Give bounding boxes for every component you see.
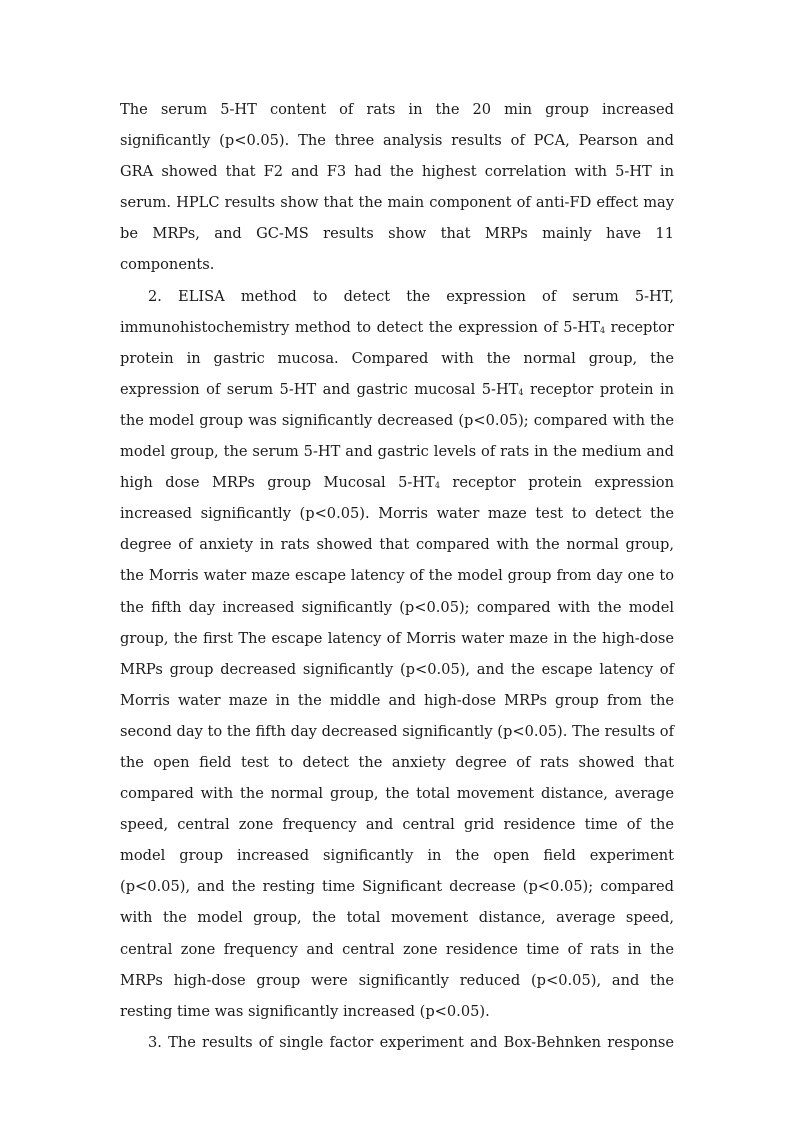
text-segment: receptor protein in the model group was significantly decreased (p<0.05); compared with the model group, the serum 5-HT and gastric levels of rats in the medium and high dose MRPs group Mucosal 5-HT [120, 380, 675, 492]
paragraph-elisa-results [120, 281, 674, 1027]
subscript: 4 [599, 325, 606, 335]
paragraph-single-factor: 3. The results of single factor experiment and Box-Behnken response [148, 1033, 674, 1051]
text-segment: 2. ELISA method to detect the expression of serum 5-HT, immunohistochemistry method to detect the expression of 5-HT [120, 287, 674, 336]
paragraph-results-summary: The serum 5-HT content of rats in the 20 min group increased significantly (p<0.05). The three analysis results of PCA, Pearson and GRA showed that F2 and F3 had the highest correlation with 5-HT in serum. HPLC results show that the main component of anti-FD effect may be MRPs, and GC-MS results show that MRPs mainly have 11 components. [120, 101, 674, 274]
subscript: 4 [434, 481, 440, 491]
text-segment: receptor protein in gastric mucosa. Compared with the normal group, the expression of serum 5-HT and gastric mucosal 5-HT [120, 318, 675, 398]
document-page [120, 94, 674, 1058]
text-segment: receptor protein expression increased significantly (p<0.05). Morris water maze test to detect the degree of anxiety in rats showed that compared with the normal group, the Morris water maze escape latency of the model group from day one to the fifth day increased significantly (p<0.05); compared with the model group, the first The escape latency of Morris water maze in the high-dose MRPs group decreased significantly (p<0.05), and the escape latency of Morris water maze in the middle and high-dose MRPs group from the second day to the fifth day decreased significantly (p<0.05). The results of the open field test to detect the anxiety degree of rats showed that compared with the normal group, the total movement distance, average speed, central zone frequency and central grid residence time of the model group increased significantly in the open field experiment (p<0.05), and the resting time Significant decrease (p<0.05); compared with the model group, the total movement distance, average speed, central zone frequency and central zone residence time of rats in the MRPs high-dose group were significantly reduced (p<0.05), and the resting time was significantly increased (p<0.05). [120, 474, 674, 1020]
subscript: 4 [518, 387, 524, 397]
